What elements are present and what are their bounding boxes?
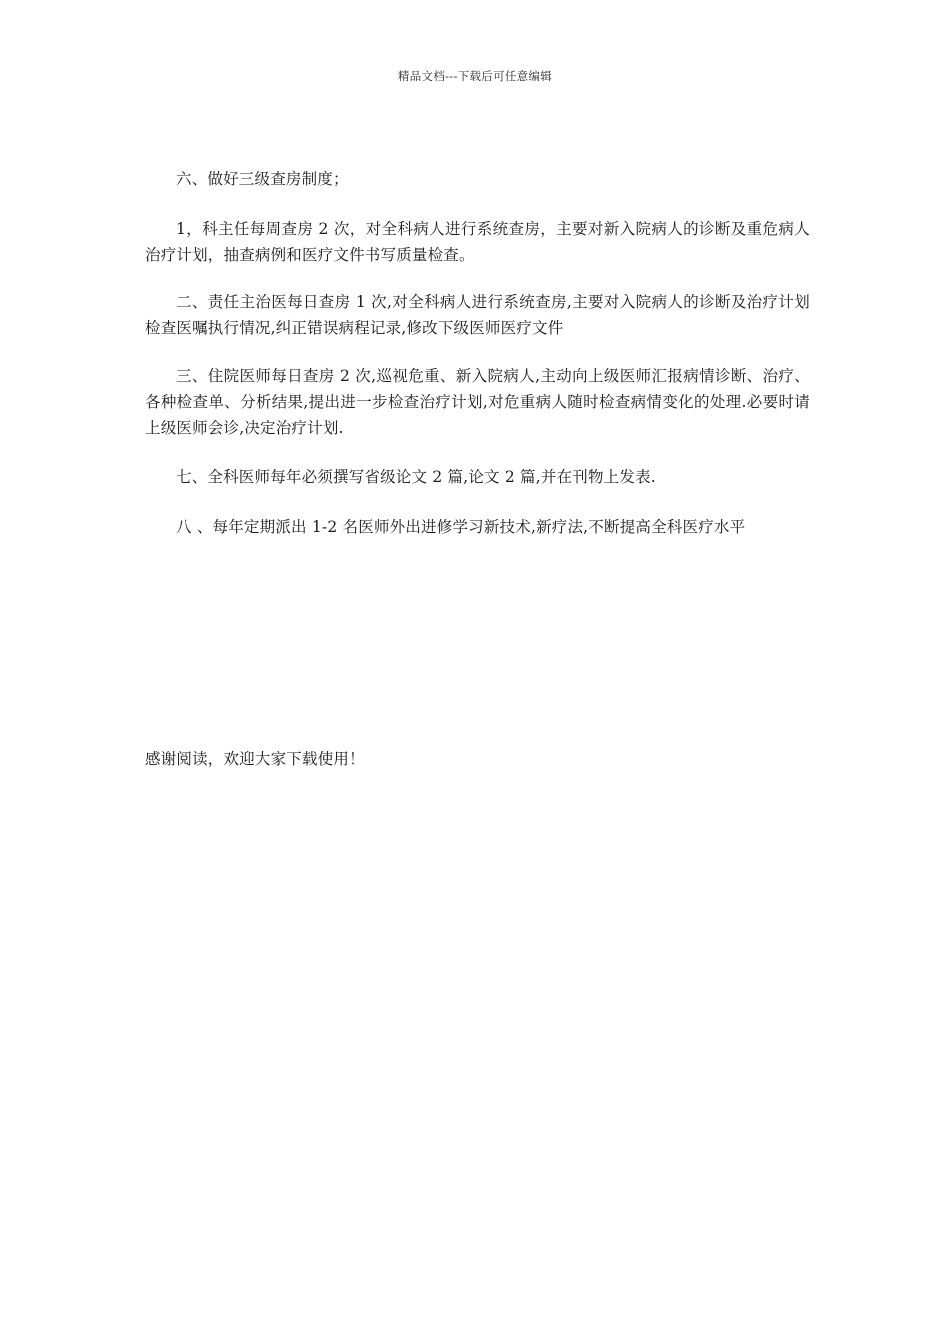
paragraph-item-two: 二、责任主治医每日查房 1 次,对全科病人进行系统查房,主要对入院病人的诊断及治疗计划检查医嘱执行情况,纠正错误病程记录,修改下级医师医疗文件: [145, 292, 810, 337]
paragraph-section-seven: 七、全科医师每年必须撰写省级论文 2 篇,论文 2 篇,并在刊物上发表.: [176, 467, 656, 486]
paragraph-section-six: 六、做好三级查房制度；: [176, 169, 349, 188]
paragraph-item-one: 1，科主任每周查房 2 次，对全科病人进行系统查房，主要对新入院病人的诊断及重危病人治疗计划，抽查病例和医疗文件书写质量检查。: [145, 219, 810, 264]
page-header: 精品文档---下载后可任意编辑: [397, 69, 553, 83]
paragraph-section-eight: 八 、每年定期派出 1-2 名医师外出进修学习新技术,新疗法,不断提高全科医疗水平: [176, 517, 746, 536]
paragraph-item-three: 三、住院医师每日查房 2 次,巡视危重、新入院病人,主动向上级医师汇报病情诊断、治疗、各种检查单、分析结果,提出进一步检查治疗计划,对危重病人随时检查病情变化的处理.必要时请上级医师会诊,决定治疗计划.: [145, 366, 810, 437]
closing-note: 感谢阅读，欢迎大家下载使用！: [145, 750, 365, 768]
